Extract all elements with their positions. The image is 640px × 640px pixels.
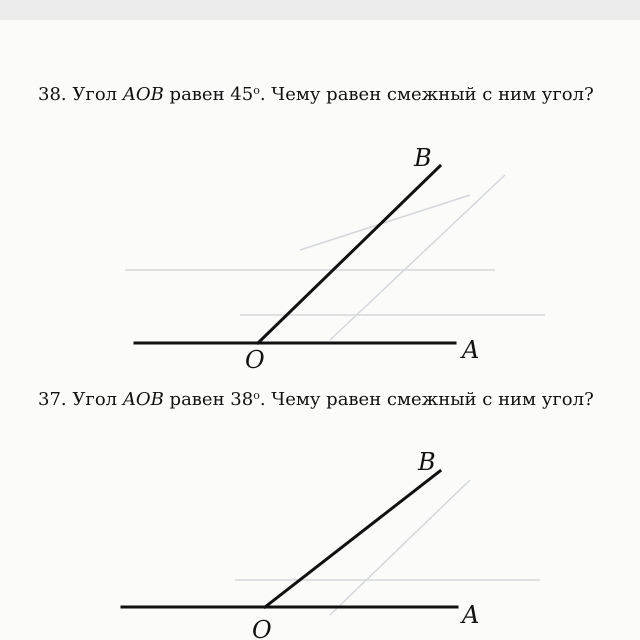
label-b: B	[418, 448, 436, 476]
angle-name: AOB	[122, 389, 164, 410]
degree-sign: o	[253, 84, 260, 97]
problem-number: 38.	[38, 84, 67, 105]
problem-number: 37.	[38, 389, 67, 410]
angle-figure	[135, 166, 455, 343]
angle-diagram-38	[0, 140, 640, 375]
bleed-through-figure	[125, 175, 545, 340]
angle-diagram-37	[0, 440, 640, 640]
label-a: A	[462, 336, 480, 364]
label-o: O	[252, 616, 272, 640]
label-b: B	[414, 144, 432, 172]
degree-sign: o	[253, 389, 260, 402]
angle-figure	[122, 471, 457, 607]
top-margin-strip	[0, 0, 640, 20]
ray-ob	[258, 166, 440, 343]
label-o: O	[245, 346, 265, 374]
problem-text-start: Угол	[72, 389, 118, 410]
label-a: A	[462, 601, 480, 629]
problem-text-end: . Чему равен смежный с ним угол?	[259, 389, 594, 410]
problem-text-value: равен 45	[169, 84, 254, 105]
ray-ob	[265, 471, 440, 607]
problem-text-end: . Чему равен смежный с ним угол?	[259, 84, 594, 105]
problem-37-text	[38, 385, 598, 410]
angle-name: AOB	[122, 84, 164, 105]
problem-text-value: равен 38	[169, 389, 254, 410]
problem-text-start: Угол	[72, 84, 118, 105]
problem-38-text	[38, 80, 598, 105]
